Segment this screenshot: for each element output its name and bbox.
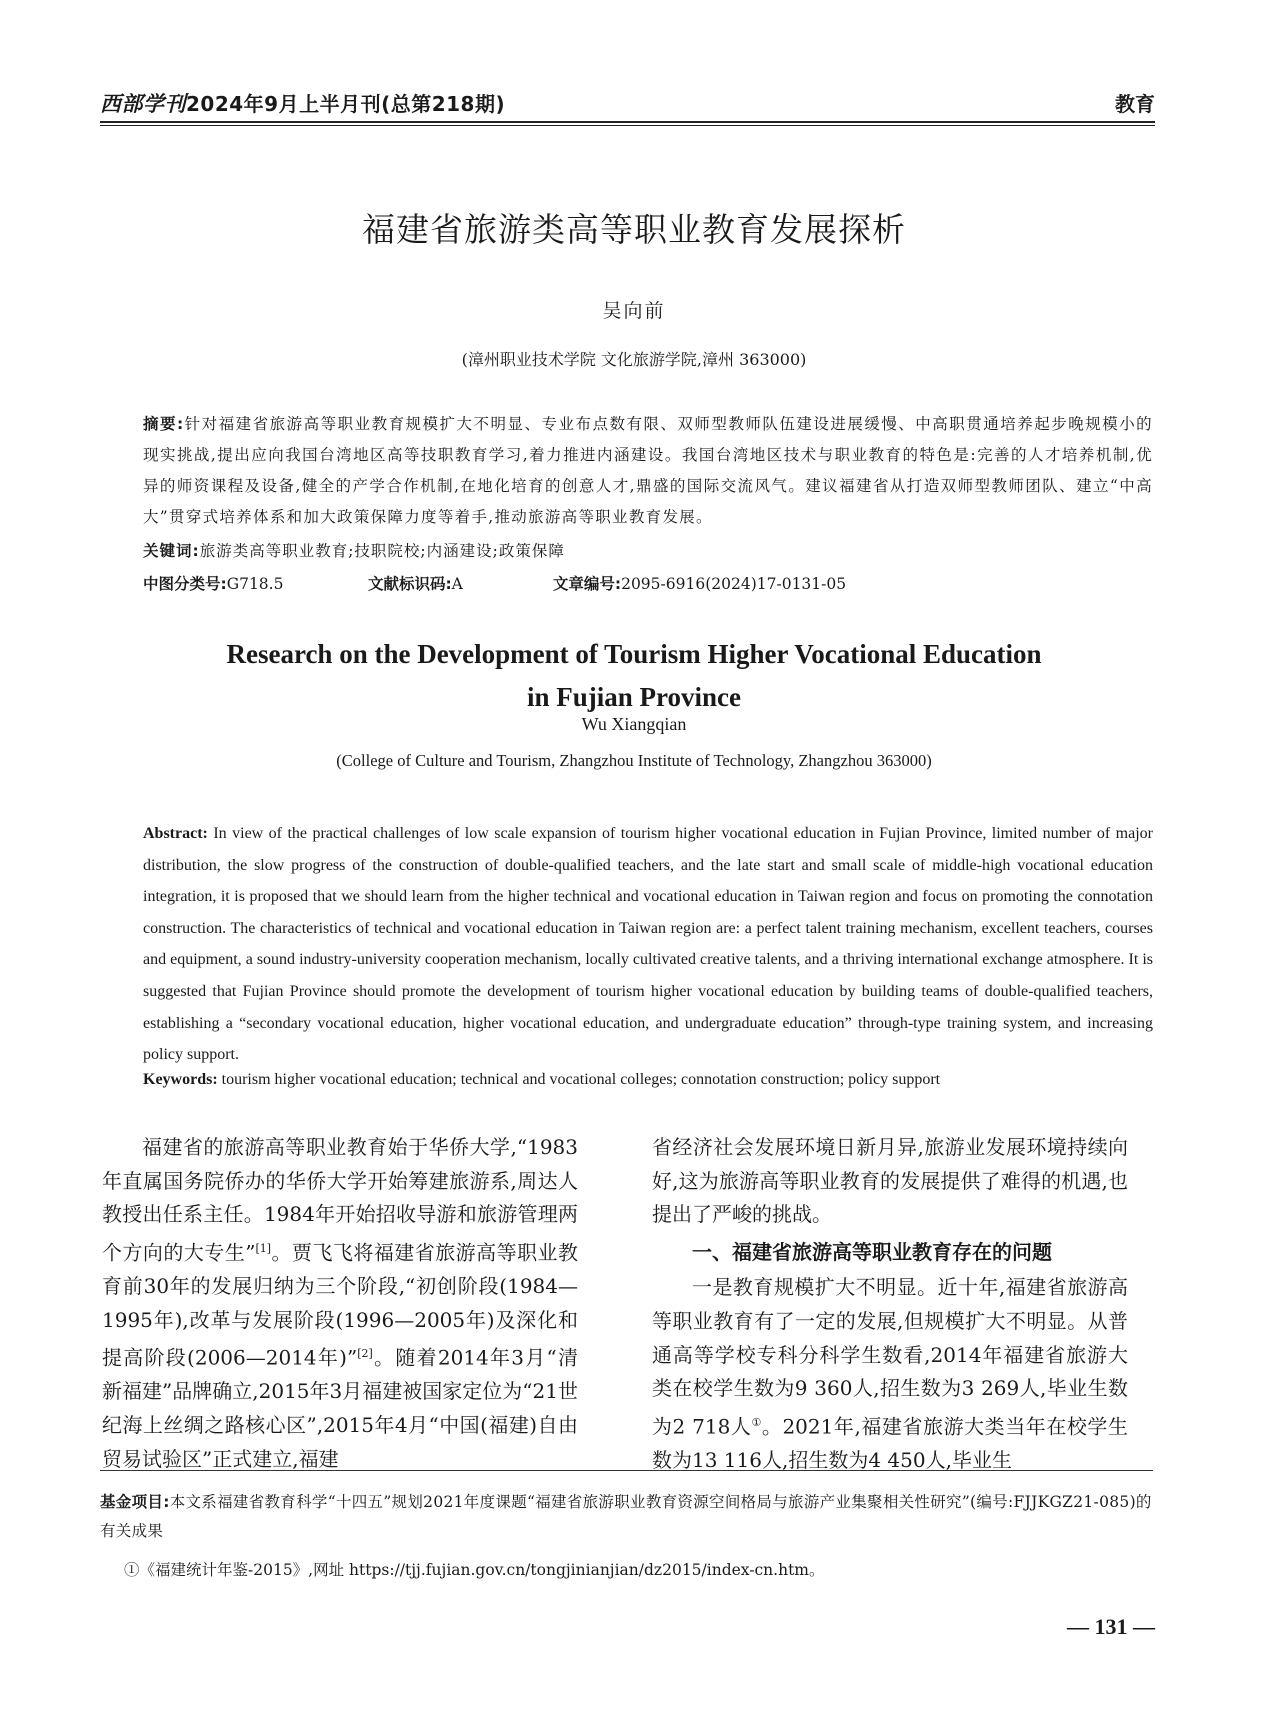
body-text: 福建省的旅游高等职业教育始于华侨大学,“1983年直属国务院侨办的华侨大学开始筹建旅游系,周达人教授出任系主任。1984年开始招收导游和旅游管理两个方向的大专生” [102, 1135, 578, 1265]
body-text: 一是教育规模扩大不明显。近十年,福建省旅游高等职业教育有了一定的发展,但规模扩大不明显。从普通高等学校专科分科学生数看,2014年福建省旅游大类在校学生数为9 360人,招生数为3 269人,毕业生数为2 718人 [652, 1275, 1128, 1439]
journal-header [100, 88, 505, 118]
article-title-cn: 福建省旅游类高等职业教育发展探析 [362, 210, 906, 249]
author-en: Wu Xiangqian [581, 714, 687, 734]
footnote-1: ①《福建统计年鉴-2015》,网址 https://tjj.fujian.gov.cn/tongjinianjian/dz2015/index-cn.htm。 [124, 1561, 825, 1579]
abstract-en-label: Abstract: [143, 825, 208, 842]
clc-cell [143, 572, 363, 594]
fund-note [100, 1488, 1153, 1546]
author-cn: 吴向前 [602, 300, 666, 322]
body-column-right [652, 1131, 1128, 1478]
abstract-cn-label: 摘要: [143, 415, 185, 433]
fund-label: 基金项目: [100, 1493, 170, 1511]
page-number: — 131 — [1067, 1614, 1155, 1639]
citation-ref[interactable]: [2] [357, 1347, 373, 1361]
abstract-en [143, 818, 1153, 1071]
keywords-cn-label: 关键词: [143, 542, 200, 560]
section-label: 教育 [1115, 92, 1155, 116]
footnote-ref[interactable]: ① [751, 1415, 762, 1429]
body-paragraph: 省经济社会发展环境日新月异,旅游业发展环境持续向好,这为旅游高等职业教育的发展提供了难得的机遇,也提出了严峻的挑战。 [652, 1135, 1128, 1227]
abstract-cn-text: 针对福建省旅游高等职业教育规模扩大不明显、专业布点数有限、双师型教师队伍建设进展缓慢、中高职贯通培养起步晚规模小的现实挑战,提出应向我国台湾地区高等技职教育学习,着力推进内涵建设。我国台湾地区技术与职业教育的特色是:完善的人才培养机制,优异的师资课程及设备,健全的产学合作机制,在地化培育的创意人才,鼎盛的国际交流风气。建议福建省从打造双师型教师团队、建立“中高大”贯穿式培养体系和加大政策保障力度等着手,推动旅游高等职业教育发展。 [143, 415, 1153, 526]
header-rule-thin [100, 125, 1155, 126]
header-rule [100, 121, 1155, 123]
section-heading: 一、福建省旅游高等职业教育存在的问题 [692, 1239, 1052, 1264]
doc-value: A [451, 575, 463, 593]
footnote-rule [100, 1470, 1153, 1471]
article-label: 文章编号: [552, 575, 622, 593]
classification-row [143, 572, 1153, 594]
doc-label: 文献标识码: [367, 575, 452, 593]
abstract-en-text: In view of the practical challenges of low scale expansion of tourism higher vocational education in Fujian Province, limited number of major distribution, the slow progress of the construction of double-qualified teachers, and the late start and small scale of middle-high vocational education integration, it is proposed that we should learn from the higher technical and vocational education in Taiwan region and focus on promoting the connotation construction. The characteristics of technical and vocational education in Taiwan region are: a perfect talent training mechanism, excellent teachers, courses and equipment, a sound industry-university cooperation mechanism, locally cultivated creative talents, and a thriving international exchange atmosphere. It is suggested that Fujian Province should promote the development of tourism higher vocational education by building teams of double-qualified teachers, establishing a “secondary vocational education, higher vocational education, and undergraduate education” through-type training system, and increasing policy support. [143, 825, 1154, 1064]
keywords-cn-text: 旅游类高等职业教育;技职院校;内涵建设;政策保障 [199, 542, 565, 560]
body-text: 。贾飞飞将福建省旅游高等职业教育前30年的发展归纳为三个阶段,“初创阶段(1984—1995年),改革与发展阶段(1996—2005年)及深化和提高阶段(2006—2014年)” [102, 1240, 578, 1370]
body-text: 。随着2014年3月“清新福建”品牌确立,2015年3月福建被国家定位为“21世纪海上丝绸之路核心区”,2015年4月“中国(福建)自由贸易试验区”正式建立,福建 [102, 1345, 578, 1471]
journal-logo: 西部学刊 [100, 91, 186, 116]
keywords-en-label: Keywords: [143, 1071, 218, 1088]
title-en-line1: Research on the Development of Tourism Higher Vocational Education [226, 639, 1042, 669]
title-en-line2: in Fujian Province [526, 682, 741, 712]
keywords-en [143, 1071, 940, 1089]
fund-text: 本文系福建省教育科学“十四五”规划2021年度课题“福建省旅游职业教育资源空间格局与旅游产业集聚相关性研究”(编号:FJJKGZ21-085)的有关成果 [100, 1493, 1152, 1540]
article-value: 2095-6916(2024)17-0131-05 [621, 575, 847, 593]
body-paragraph [652, 1271, 1128, 1477]
article-cell [553, 572, 846, 594]
keywords-en-text: tourism higher vocational education; technical and vocational colleges; connotation construction; policy support [221, 1071, 941, 1088]
doc-cell [368, 572, 548, 594]
citation-ref[interactable]: [1] [255, 1241, 272, 1255]
article-title-en [0, 633, 1268, 719]
abstract-cn [143, 409, 1153, 533]
body-paragraph [102, 1131, 578, 1476]
affiliation-en: (College of Culture and Tourism, Zhangzhou Institute of Technology, Zhangzhou 363000) [336, 751, 932, 770]
body-text: 。2021年,福建省旅游大类当年在校学生数为13 116人,招生数为4 450人,毕业生 [652, 1414, 1128, 1472]
clc-value: G718.5 [226, 575, 284, 593]
issue-info: 2024年9月上半月刊(总第218期) [186, 92, 506, 116]
clc-label: 中图分类号: [143, 575, 227, 593]
affiliation-cn: (漳州职业技术学院 文化旅游学院,漳州 363000) [461, 350, 807, 369]
body-column-left [102, 1131, 578, 1476]
keywords-cn [143, 539, 565, 561]
